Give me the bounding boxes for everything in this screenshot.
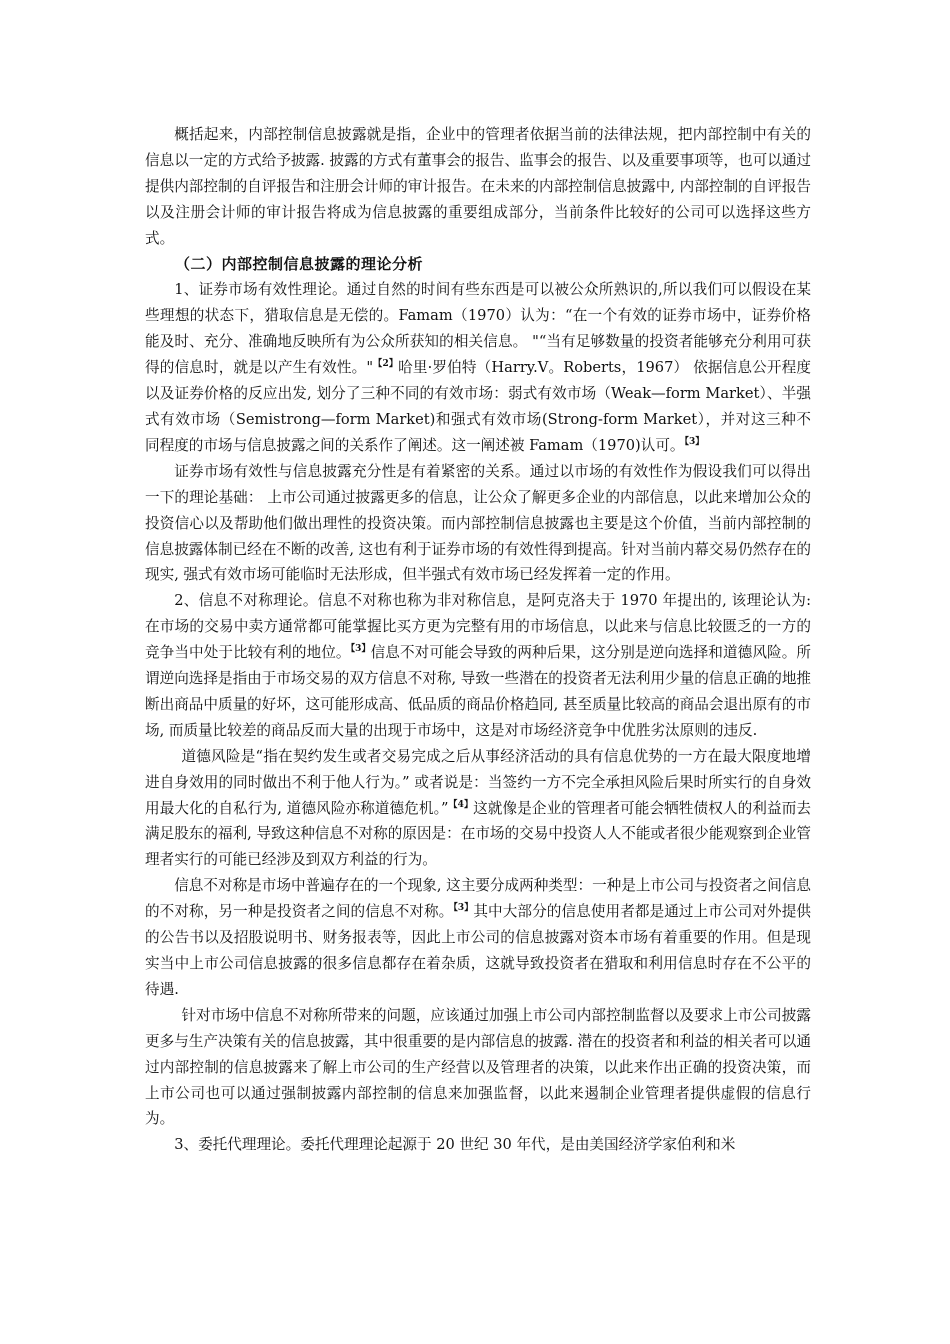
asymmetry-types-paragraph [145, 873, 811, 1003]
document-page [145, 122, 811, 1158]
citation-marker: 【3】 [350, 644, 371, 655]
market-efficiency-disclosure-paragraph: 证券市场有效性与信息披露充分性是有着紧密的关系。通过以市场的有效性作为假设我们可以得出一下的理论基础： 上市公司通过披露更多的信息，让公众了解更多企业的内部信息，以此来增加公众的投资信心以及帮助他们做出理性的投资决策。而内部控制信息披露也主要是这个价值，当前内部控制的信息披露体制已经在不断的改善, 这也有利于证券市场的有效性得到提高。针对当前内幕交易仍然存在的现实, 强式有效市场可能临时无法形成，但半强式有效市场已经发挥着一定的作用。 [145, 462, 812, 584]
section-heading: （二）内部控制信息披露的理论分析 [175, 254, 424, 273]
moral-hazard-paragraph [145, 744, 811, 874]
efficient-market-paragraph [145, 277, 811, 458]
citation-marker: 【3】 [453, 903, 474, 914]
paragraph-text: 1、证券市场有效性理论。通过自然的时间有些东西是可以被公众所熟识的,所以我们可以假设在某些理想的状态下，猎取信息是无偿的。Famam（1970）认为：“在一个有效的证券市场中，证券价格能及时、充分、准确地反映所有为公众所获知的相关信息。 "“当有足够数量的投资者能够充分利用可获得的信息时，就是以产生有效性。" [145, 281, 811, 377]
paragraph-text: 其中大部分的信息使用者都是通过上市公司对外提供的公告书以及招股说明书、财务报表等，因此上市公司的信息披露对资本市场有着重要的作用。但是现实当中上市公司信息披露的很多信息都存在着杂质，这就导致投资者在猎取和利用信息时存在不公平的待遇. [145, 903, 811, 998]
principal-agent-paragraph: 3、委托代理理论。委托代理理论起源于 20 世纪 30 年代，是由美国经济学家伯利和米 [174, 1136, 736, 1154]
citation-marker: 【2】 [373, 359, 399, 370]
paragraph-text: 道德风险是“指在契约发生或者交易完成之后从事经济活动的具有信息优势的一方在最大限度地增进自身效用的同时做出不利于他人行为。” 或者说是：当签约一方不完全承担风险后果时所实行的自身效用最大化的自私行为, 道德风险亦称道德危机。” [145, 747, 811, 817]
asymmetry-remedy-paragraph: 针对市场中信息不对称所带来的问题，应该通过加强上市公司内部控制监督以及要求上市公司披露更多与生产决策有关的信息披露，其中很重要的是内部信息的披露. 潜在的投资者和利益的相关者可以通过内部控制的信息披露来了解上市公司的生产经营以及管理者的决策，以此来作出正确的投资决策，而上市公司也可以通过强制披露内部控制的信息来加强监督，以此来遏制企业管理者提供虚假的信息行为。 [145, 1006, 812, 1128]
paragraph-text: 这就像是企业的管理者可能会牺牲债权人的利益而去满足股东的福利, 导致这种信息不对称的原因是：在市场的交易中投资人人不能或者很少能观察到企业管理者实行的可能已经涉及到双方利益的行为。 [145, 799, 812, 869]
paragraph-text: 2、信息不对称理论。信息不对称也称为非对称信息，是阿克洛夫于 1970 年提出的, 该理论认为:在市场的交易中卖方通常都可能掌握比买方更为完整有用的市场信息，以此来与信息比较匮乏的一方的竞争当中处于比较有利的地位。 [145, 592, 811, 662]
paragraph-text: 哈里·罗伯特（Harry.V。Roberts，1967） 依据信息公开程度以及证券价格的反应出发, 划分了三种不同的有效市场：弱式有效市场（Weak—form Market）、半强式有效市场（Semistrong—form Market)和强式有效市场(Strong-form Market），并对这三种不同程度的市场与信息披露之间的关系作了阐述。这一阐述被 Famam（1970)认可。 [145, 359, 812, 454]
paragraph-text: 信息不对可能会导致的两种后果，这分别是逆向选择和道德风险。所谓逆向选择是指由于市场交易的双方信息不对称, 导致一些潜在的投资者无法利用少量的信息正确的地推断出商品中质量的好坏，这可能形成高、低品质的商品价格趋同, 甚至质量比较高的商品会退出原有的市场, 而质量比较差的商品反而大量的出现于市场中，这是对市场经济竞争中优胜劣汰原则的违反. [145, 644, 812, 739]
citation-marker: 【4】 [448, 799, 474, 810]
paragraph-text: 信息不对称是市场中普遍存在的一个现象, 这主要分成两种类型：一种是上市公司与投资者之间信息的不对称，另一种是投资者之间的信息不对称。 [145, 877, 812, 921]
intro-paragraph: 概括起来，内部控制信息披露就是指，企业中的管理者依据当前的法律法规，把内部控制中有关的信息以一定的方式给予披露. 披露的方式有董事会的报告、监事会的报告、以及重要事项等，也可以通过提供内部控制的自评报告和注册会计师的审计报告。在未来的内部控制信息披露中, 内部控制的自评报告以及注册会计师的审计报告将成为信息披露的重要组成部分，当前条件比较好的公司可以选择这些方式。 [145, 126, 812, 247]
information-asymmetry-paragraph [145, 588, 811, 743]
citation-marker: 【3】 [684, 437, 705, 448]
